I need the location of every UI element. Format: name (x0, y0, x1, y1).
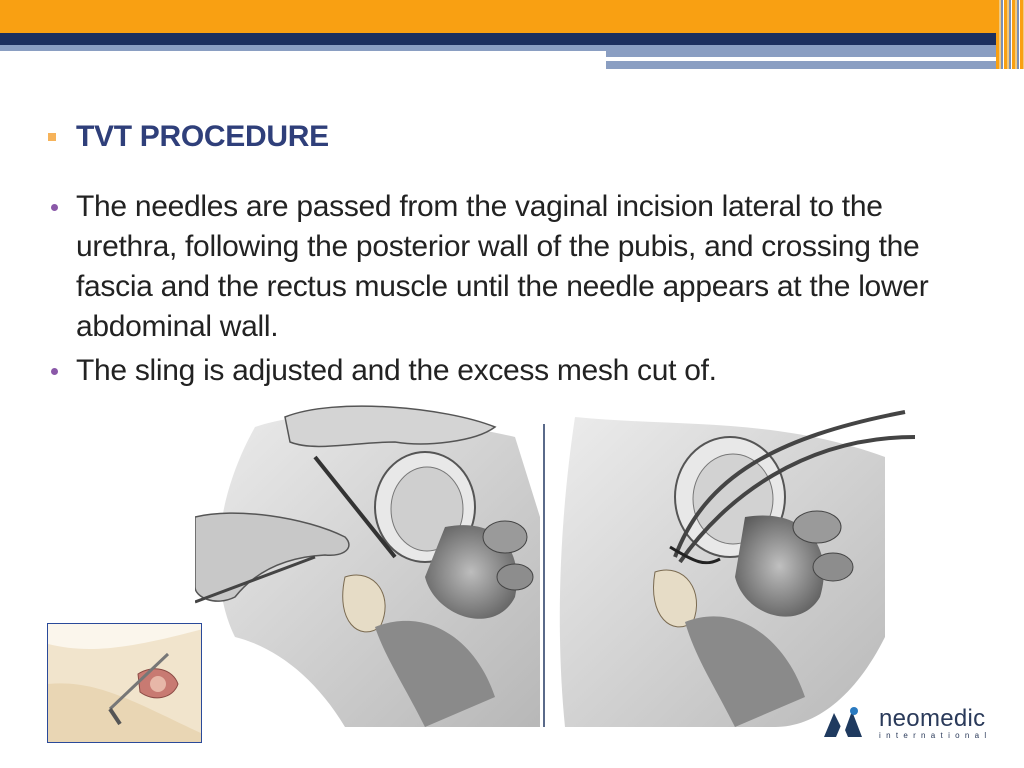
thumbnail-illustration (48, 624, 202, 743)
header-white-line (826, 57, 948, 59)
slide-heading (48, 120, 329, 154)
inset-thumbnail (47, 623, 202, 743)
logo-subtitle: international (879, 731, 992, 740)
dot-bullet-icon (51, 368, 58, 375)
neomedic-logo (822, 705, 992, 741)
header-sub-bar-lower (606, 61, 1000, 69)
header-orange-bar (0, 0, 1024, 33)
logo-name: neomedic (879, 705, 986, 732)
dot-bullet-icon (51, 204, 58, 211)
bullet-text: The sling is adjusted and the excess mesh cut of. (76, 354, 717, 387)
tvt-sling-placement-illustration (555, 397, 945, 727)
bullet-item (48, 187, 978, 347)
tvt-needle-insertion-illustration (195, 397, 540, 727)
bullet-text: The needles are passed from the vaginal incision lateral to the urethra, following the posterior wall of the pubis, and crossing the fascia and the rectus muscle until the needle appears at the lower abdominal wall. (76, 190, 929, 343)
figure-divider (543, 424, 545, 727)
bullet-list (48, 187, 978, 395)
neomedic-logo-icon (822, 705, 872, 741)
header-stripes (996, 0, 1024, 69)
heading-text: TVT PROCEDURE (76, 120, 329, 153)
bullet-item (48, 351, 978, 391)
square-bullet-icon (48, 133, 56, 141)
header-navy-bar (0, 33, 1000, 45)
